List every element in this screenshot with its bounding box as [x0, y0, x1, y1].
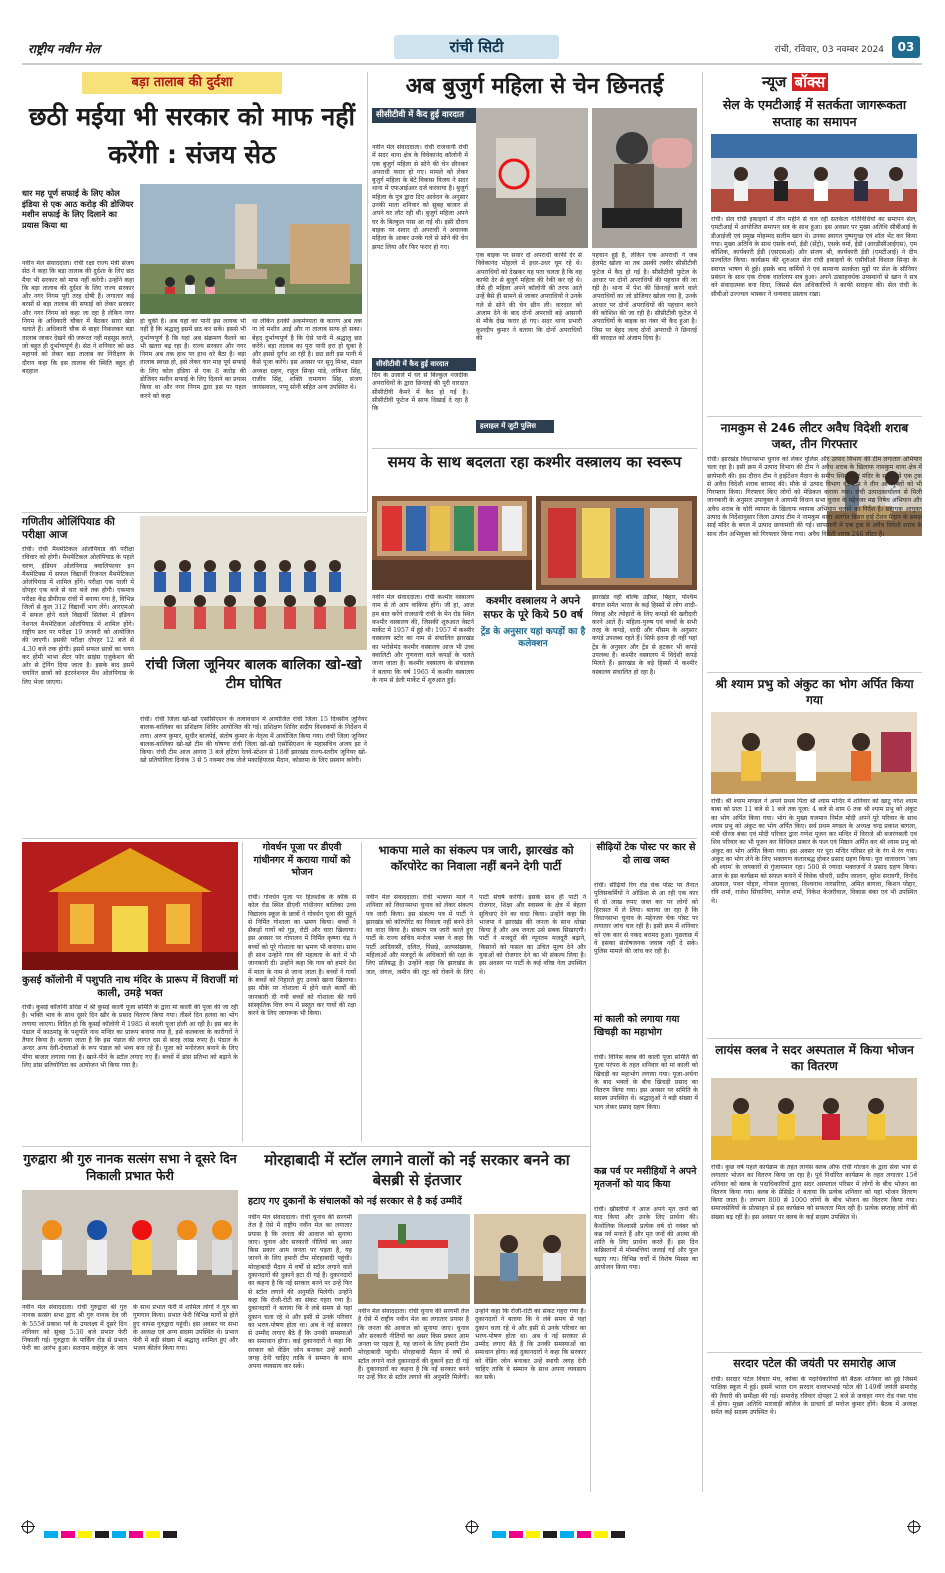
kicker: बड़ा तालाब की दुर्दशा — [131, 75, 233, 90]
body: रांची। सेल रांची इकाइयों में तीन महीने से चल रही सतर्कता गतिविधियों का समापन सेल, एमटीआई में आयोजित समापन सत्र के साथ हुआ। इस अवसर पर मुख्य अतिथि सीबीआई के डीआईजी एवं प्रमुख मोहम्मद सलीम खान थे। उनका स्वागत पुष्पगुच्छ एवं शॉल भेंट कर किया गया। मुख्य अतिथि के साथ एसके वर्मा, ईडी (सेंट्रो), एसके वर्मा, ईडी (आरडीसीआईएस), एम कौशिक, कार्यकारी ईडी (एसएसओ) और संजय श्री, कार्यकारी ईडी (एमटीआई) ने दीप प्रज्वलित किया। कार्यक्रम की शुरुआत सेल रांची इकाइयों के एसीवीओ विशाल सिन्हा के स्वागत भाषण से हुई। इसके बाद कर्मियों ने एवं सामान्य सतर्कता मुद्दों पर सेल के सीनियर प्रबंधन के साथ एक रोचक वार्तालाप सत्र हुआ। अपने उत्साहवर्धक उपस्थानों से खान ने सत्र को संवादात्मक बना दिया, जिससे सेल अधिकारियों ने काफी सराहना की। सेल रांची के सीवीओ उज्ज्वल भास्कर ने धन्यवाद प्रस्ताव रखा। — [711, 216, 917, 298]
color-swatch — [577, 1531, 591, 1538]
headline: सेल के एमटीआई में सतर्कता जागरूकता सप्ताह का समापन — [722, 97, 907, 129]
newsbox-label-1: न्यूज — [762, 73, 787, 91]
paper-name: राष्ट्रीय नवीन मेल — [28, 42, 100, 56]
deck: हटाए गए दुकानों के संचालकों को नई सरकार से है कई उम्मीदें — [248, 1196, 462, 1207]
pandal-photo — [22, 842, 238, 970]
vendor-illustration — [474, 1214, 586, 1304]
headline: गोवर्धन पूजा पर डीएवी गांधीनगर में कराया गायों को भोजन — [253, 842, 351, 878]
story-gurudwara — [22, 1150, 238, 1492]
body-col-1: नवीन मेल संवाददाता। रांची कश्मीर वस्त्रालय नाम से तो आप वाकिफ होंगे। जी हां, आज हम बात करेंगे राजधानी रांची के मेन रोड स्थित कश्मीर वस्त्रालय की, जिसकी शुरुआत वेस्टर्न मार्केट में 1957 में हुई थी। 1957 में कश्मीर वस्त्रालय स्टोर का नाम से संचालित झारखंड का भरोसेमंद कश्मीर वस्त्रालय आज भी उच्च क्वालिटी और गुणवत्ता वाले कपड़ों के चलते जाना जाता है। कश्मीर वस्त्रालय के संचालक ने बताया कि वर्ष 1965 में कश्मीर वस्त्रालय के नाम से डेली मार्केट में शुरुआत हुई। — [372, 594, 474, 684]
headline: अब बुजुर्ग महिला से चेन छिनतई — [405, 74, 664, 99]
registration-mark-center — [466, 1521, 478, 1533]
cctv-tag: सीसीटीवी में कैद हुई वारदात — [372, 108, 476, 123]
store-photo-2 — [536, 496, 697, 590]
story-kusai-colony — [22, 842, 238, 1142]
color-swatch — [594, 1531, 608, 1538]
registration-mark-left — [22, 1521, 34, 1533]
page-number-badge — [892, 36, 920, 58]
section-banner — [394, 35, 559, 59]
headline: लायंस क्लब ने सदर अस्पताल में किया भोजन का वितरण — [715, 1043, 914, 1073]
color-swatch — [44, 1531, 58, 1538]
body-col-1: नवीन मेल संवाददाता। रांची राजधानी रांची में सदर थाना क्षेत्र के विवेकानंद कॉलोनी में एक बुजुर्ग महिला से सोने की चेन छीनकर अपराधी फरार हो गए। मामले को लेकर बुजुर्ग महिला के बेटे विकास विजय ने सदर थाना में एफआईआर दर्ज करवाया है। बुजुर्ग महिला के पुत्र द्वारा दिए आवेदन के अनुसार उनकी माता शनिवार को सुबह बाजार से अपने घर लौट रही थी। बुजुर्ग महिला अपने घर के बिल्कुल पास आ गई थी। इसी दौरान बाइक पर सवार दो अपराधी ने अचानक महिला के आकर उनके गले से सोने की चेन झपट लिया और फिर फरार हो गए। — [372, 144, 468, 251]
story-lions-club — [707, 1042, 922, 1348]
color-swatch — [611, 1531, 625, 1538]
story-sardar-patel — [707, 1356, 922, 1492]
body-col-1: नवीन मेल संवाददाता। रांची चुनाव की सरगर्मी तेज है ऐसे में राष्ट्रीय नवीन मेल का लगातार प्रयास है कि जनता की आवाज को सुनाया जाए। चुनाव और सरकारी नीतियों का असर किस प्रकार आम जनता पर पड़ता है, यह जानने के लिए हमारी टीम मोरहाबादी पहुंची। मोरहाबादी मैदान में वर्षों से स्टॉल लगाने वाले दुकानदारों की दुकानें हटा दी गई हैं। दुकानदारों का कहना है कि नई सरकार बनने पर उन्हें फिर से स्टॉल लगाने की अनुमति मिलेगी। उन्होंने कहा कि रोजी-रोटी का संकट गहरा गया है। दुकानदारों ने बताया कि वे लंबे समय से यहां दुकान चला रहे थे और इसी से उनके परिवार का भरण-पोषण होता था। अब वे नई सरकार से उम्मीद लगाए बैठे हैं कि उनकी समस्याओं का समाधान होगा। कई दुकानदारों ने कहा कि सरकार को वेंडिंग जोन बनाकर उन्हें स्थायी जगह देनी चाहिए ताकि वे सम्मान के साथ अपना व्यवसाय कर सकें। — [248, 1214, 352, 1371]
pandal-illustration — [22, 842, 238, 970]
body: रांची। रांची मैथमेटिकल ओलंपियाड की परीक्षा रविवार को होगी। मैथमेटिकल ओलंपियाड के पहले चरण, इंडियन ओलंपियाड क्वालिफायर इन मैथमेटिक्स में सफल विद्यार्थी रिजनल मैथमेटिकल ओलंपियाड में शामिल होंगे। परीक्षा एक पाली में दोपहर एक बजे से चार बजे तक होगी। एकमात्र परीक्षा केंद्र डीपीएस रांची में बनाया गया है, विभिन्न जिलों से कुल 312 विद्यार्थी भाग लेंगे। आरएमओ में सफल होने वाले विद्यार्थी सितंबर में इंडियन नेशनल मैथमेटिकल ओलंपियाड में शामिल होंगे। राष्ट्रीय स्तर पर परीक्षा 19 जनवरी को आयोजित की जाएगी। इसकी परीक्षा दोपहर 12 बजे से 4.30 बजे तक होगी। इसमें सफल छात्रों का चयन कर होमी भाभा सेंटर फॉर साइंस एजुकेशन की ओर से ट्रेनिंग दिया जाता है। इसके बाद इसमें चयनित छात्रों को इंटरनेशनल मैथ ओलंपियाड के लिए भेजा जाएगा। — [22, 546, 134, 686]
store-photo-1 — [372, 496, 532, 590]
monument-illustration — [140, 184, 362, 314]
quote: कश्मीर वस्त्रालय ने अपने सफर के पूरे किये 50 वर्ष — [483, 595, 583, 621]
story-shyam-prabhu — [707, 676, 922, 1036]
story-liquor-seizure — [707, 420, 922, 670]
story-chain-snatching — [372, 72, 697, 447]
stall-photo-1 — [358, 1214, 470, 1304]
story-kali-khichdi — [594, 1014, 698, 1164]
headline: मोरहाबादी में स्टॉल लगाने वालों को नई सरकार बनने का बेसब्री से इंतजार — [264, 1151, 570, 1189]
event-photo — [711, 134, 917, 212]
story-checkpost-cash — [594, 842, 698, 1012]
story-cpiml-manifesto — [366, 842, 586, 1142]
kho-kho-body: रांची। रांची जिला खो-खो एसोसिएशन के तत्वावधान में आयोजित रांची जिला 15 दिवसीय जूनियर बालक-बालिका का प्रशिक्षण शिविर आयोजित की गई। प्रशिक्षण शिविर सदीप विश्वकर्मा के निर्देशन में लगा। अरुण कुमार, सुधीर बाजपेई, संतोष कुमार के नेतृत्व में आयोजित किया गया। रांची जिला जूनियर बालक-बालिका खो-खो टीम की घोषणा रांची जिला खो-खो एसोसिएशन के महासचिव अजय झा ने किया। रांची टीम आज आगरा 3 बजे हटिया रेलवे-स्टेशन से 18वीं झारखंड राज्य-स्तरीय जूनियर खो-खो प्रतियोगिता दिनांक 3 से 5 नवम्बर तक जेजे मकाहियारस मैदान, कोडरमा के लिए प्रस्थान करेगी। — [140, 716, 367, 765]
page-number: 03 — [897, 40, 915, 54]
headline: सीढ़ियों टेक पोस्ट पर कार से दो लाख जब्त — [596, 842, 696, 866]
color-swatch — [492, 1531, 506, 1538]
store-interior-illustration — [372, 496, 532, 590]
headline: मां काली को लगाया गया खिचड़ी का महाभोग — [594, 1014, 680, 1038]
color-swatch — [129, 1531, 143, 1538]
color-swatch — [78, 1531, 92, 1538]
headline: समय के साथ बदलता रहा कश्मीर वस्त्रालय का स्वरूप — [387, 453, 682, 471]
color-swatch — [95, 1531, 109, 1538]
news-box — [707, 72, 922, 412]
color-swatch — [509, 1531, 523, 1538]
headline: कब्र पर्व पर मसीहियों ने अपने मृतजनों को याद किया — [594, 1166, 697, 1190]
color-swatch — [560, 1531, 574, 1538]
suspect-illustration — [592, 108, 697, 248]
temple-photo — [711, 712, 917, 794]
story-kashmir-vastralaya — [372, 452, 697, 832]
monument-photo — [140, 184, 362, 314]
cctv-photo-1 — [476, 108, 588, 248]
quote-box — [480, 594, 586, 690]
body-col-2: एक बाइक पर सवार दो अपराधी काफी देर से विवेकानंद मोहल्ले में इधर-उधर घूम रहे थे। अपराधियों को देखकर यह पता चलता है कि वह काफी देर से बुजुर्ग महिला की रेकी कर रहे थे। जैसे ही महिला अपने कॉलोनी की तरफ आते उन्हें बैसे ही सामने से जाकर अपराधियों ने उनके गले से सोने की चेन छीन ली। वारदात को अंजाम देने के बाद दोनों अपराधी बड़े आसानी से मौके देख फरार हो गए। सदर थाना प्रभारी कुलदीप कुमार ने बताया कि दोनों अपराधियों की — [476, 252, 582, 342]
masthead — [22, 33, 922, 65]
story-govardhan-puja — [248, 842, 356, 1142]
body: रांची। विनिंस क्लब की काली पूजा समिति की पूजा परंपरा के तहत शनिवार को मां काली को खिचड़ी का महाभोग लगाया गया। पूजा-अर्चना के बाद भक्तों के बीच खिचड़ी प्रसाद का वितरण किया गया। इस अवसर पर समिति के सदस्य उपस्थित थे। श्रद्धालुओं ने बड़ी संख्या में भाग लेकर प्रसाद ग्रहण किया। — [594, 1054, 698, 1111]
body-col-2: झारखंड नहीं बल्कि उड़ीसा, बिहार, पश्चिम बंगाल समेत भारत के कई हिस्सों से लोग शादी-विवाह और त्योहारों के लिए कपड़ों की खरीदारी करने आते हैं। महिला-पुरुष एवं बच्चों के सभी तरह के कपड़े, शादी और मौसम के अनुसार कपड़े उपलब्ध रहते हैं। सिर्फ इतना ही नहीं यहां ट्रेंड के अनुसार और ट्रेंड से हटकर भी कपड़े उपलब्ध हैं। कश्मीर वस्त्रालय में विदेशी कपड़े मिलते हैं। झारखंड के बड़े हिस्सों में कश्मीर वस्त्रालय संचालित हो रहा है। — [592, 594, 697, 676]
color-strip-left — [44, 1523, 180, 1542]
food-distribution-illustration — [711, 1078, 917, 1160]
team-photo — [140, 516, 367, 650]
headline: सरदार पटेल की जयंती पर समारोह आज — [733, 1357, 896, 1370]
color-swatch — [543, 1531, 557, 1538]
color-swatch — [61, 1531, 75, 1538]
police-tag: हलाहल में जुटी पुलिस — [476, 420, 554, 433]
headline: नामकुम से 246 लीटर अवैध विदेशी शराब जब्त, तीन गिरफ्तार — [720, 421, 909, 451]
body: नवीन मेल संवाददाता। रांची भाकपा माले ने शनिवार को विधानसभा चुनाव को लेकर संकल्प पत्र जारी किया। इस संकल्प पत्र में पार्टी ने झारखंड को कॉरपोरेट का निवाला नहीं बनने देने का वादा किया है। संकल्प पत्र जारी करते हुए पार्टी के राज्य सचिव मनोज भक्त ने कहा कि पार्टी आदिवासी, दलित, पिछड़े, अल्पसंख्यक, महिलाओं और मजदूरों के अधिकारों की रक्षा के लिए प्रतिबद्ध है। उन्होंने कहा कि झारखंड के जल, जंगल, जमीन की लूट को रोकने के लिए पार्टी संघर्ष करेगी। इसके साथ ही पार्टी ने रोजगार, शिक्षा और स्वास्थ्य के क्षेत्र में बेहतर सुविधाएं देने का वादा किया। उन्होंने कहा कि भाजपा ने झारखंड की जनता के साथ धोखा किया है और अब जनता उसे सबक सिखाएगी। पार्टी ने मजदूरों की न्यूनतम मजदूरी बढ़ाने, किसानों को फसल का उचित मूल्य देने और युवाओं को रोजगार देने का भी संकल्प लिया है। इस अवसर पर पार्टी के कई वरिष्ठ नेता उपस्थित थे। — [366, 894, 586, 976]
body-col-2: हो चुकी है। अब यहां का पानी इस लायक भी नहीं है कि श्रद्धालु इसमें छठ कर सकें। इससे भी दुर्भाग्यपूर्ण है कि यहां अब संक्रमण फैलने का भी खतरा बढ़ रहा है। राज्य सरकार और नगर निगम अब तक हाथ पर हाथ धरे बैठा है। बड़ा तालाब स्वच्छ हो, इसे लेकर चार माह पूर्व सफाई के लिए कोल इंडिया से एक 8 करोड़ की डोजियर मशीन सफाई के लिए दिलाने का प्रयास किया था और नगर निगम द्वारा इस पर पहल करने को कहा — [140, 318, 246, 400]
registration-mark-right — [908, 1521, 920, 1533]
deck: धार मह पूर्ण सफाई के लिए कोल इंडिया से एक आठ करोड़ की डोजियर मशीन सफाई के लिए दिलाने का प्रयास किया था — [22, 188, 134, 230]
headline: श्री श्याम प्रभु को अंकुट का भोग अर्पित किया गया — [715, 677, 914, 707]
morhabadi-body-cont: नवीन मेल संवाददाता। रांची चुनाव की सरगर्मी तेज है ऐसे में राष्ट्रीय नवीन मेल का लगातार प्रयास है कि जनता की आवाज को सुनाया जाए। चुनाव और सरकारी नीतियों का असर किस प्रकार आम जनता पर पड़ता है, यह जानने के लिए हमारी टीम मोरहाबादी पहुंची। मोरहाबादी मैदान में वर्षों से स्टॉल लगाने वाले दुकानदारों की दुकानें हटा दी गई हैं। दुकानदारों का कहना है कि नई सरकार बनने पर उन्हें फिर से स्टॉल लगाने की अनुमति मिलेगी। उन्होंने कहा कि रोजी-रोटी का संकट गहरा गया है। दुकानदारों ने बताया कि वे लंबे समय से यहां दुकान चला रहे थे और इसी से उनके परिवार का भरण-पोषण होता था। अब वे नई सरकार से उम्मीद लगाए बैठे हैं कि उनकी समस्याओं का समाधान होगा। कई दुकानदारों ने कहा कि सरकार को वेंडिंग जोन बनाकर उन्हें स्थायी जगह देनी चाहिए ताकि वे सम्मान के साथ अपना व्यवसाय कर सकें। — [358, 1308, 586, 1382]
body: रांची। झारखंड विधानसभा चुनाव को लेकर पुलिस और उत्पाद विभाग की टीम लगातार अभियान चला रहा है। इसी क्रम में उत्पाद विभाग की टीम ने अवैध शराब के खिलाफ नामकुम थाना क्षेत्र में छापेमारी की। इस दौरान टीम ने हाईटेंशन मैदान के समीप स्थित सहर मंदिर के समीप से एक ट्रक से अवैध विदेशी शराब बरामद की। मौके से उत्पाद विभाग की टीम ने तीन अभियुक्तों को भी गिरफ्तार किया। गिरफ्तार किए लोगों को मेडिकल कराया गया। रांची उत्पादकार्यालय से मिली जानकारी के अनुसार उपायुक्त ने आगामी विधान सभा चुनाव के मद्देनजर मद्य निषेध अभियान और अवैध शराब के चोरी व्यापार के खिलाफ व्यापक अभियान चलाने का निर्देश है। सहायक आयुक्त उत्पाद के निर्देशानुसार जिला उत्पाद टीम ने नामकुम थाना अंतर्गत विद्यत हाई टेंशन मैदान के समक्ष साईं मंदिर के बगल में उत्पाद छापामारी की गई। छापामारी में एक ट्रक से अवैध विदेशी शराब के साथ तीन अभियुक्त को गिरफ्तार किया गया। अवैध विदेशी शराब 246 लीटर है। — [707, 456, 922, 538]
body: रांची। ख्रीस्तीयों ने आज अपने मृत जनों को याद किया और उनके लिए प्रार्थना की। कैथोलिक विश्वासी प्रत्येक वर्ष दो नवंबर को कब्र पर्व मनाते हैं और मृत जनों की आत्मा की शांति के लिए प्रार्थना करते हैं। इस दिन कब्रिस्तानों में मोमबत्तियां जलाई गईं और फूल चढ़ाए गए। विभिन्न चर्चों में विशेष मिस्सा का आयोजन किया गया। — [594, 1206, 698, 1272]
food-distribution-photo — [711, 1078, 917, 1160]
dateline: रांची, रविवार, 03 नवम्बर 2024 — [774, 45, 884, 55]
store-shelves-illustration — [536, 496, 697, 590]
headline: गणितीय ओलिंपियाड की परीक्षा आज — [22, 516, 115, 541]
team-group-illustration — [140, 516, 367, 650]
body-col-3: पहचान हुई है, लेकिन एक अपराधी ने जब हेलमेट खोला था तब उसकी तस्वीर सीसीटीवी फुटेज में कैद हो गई है। सीसीटीवी फुटेज के आधार पर दोनों अपराधियों की पहचान की जा रही है। थाना में पेश की छिनतई करने वाले अपराधियों का जो डोजियर खोला गया है, उनके आधार पर दोनों अपराधियों की पहचान करने की कोशिश की जा रही है। सीसीटीवी फुटेज में अपराधियों के बाइक का नंबर भी कैद हुआ है। जिस पर बेहद जल्द दोनों अपराधी ने छिनतई की वारदात को अंजाम दिया है। — [592, 252, 697, 342]
color-strip-right — [492, 1523, 628, 1542]
procession-photo — [22, 1190, 238, 1300]
headline: कुसई कॉलोनी में पशुपति नाथ मंदिर के प्रारूप में विराजीं मां काली, उमड़े भक्त — [22, 975, 238, 999]
body-col-1b: दिन के उजाले में घर से बिल्कुल नजदीक अपराधियों के द्वारा छिनतई की पूरी वारदात सीसीटीवी कैमरे में कैद हो गई है। सीसीटीवी फुटेज में साफ दिखाई दे रहा है कि — [372, 372, 468, 413]
body: नवीन मेल संवाददाता। रांची गुरुद्वारा श्री गुरु नानक सत्संग सभा द्वारा श्री गुरु नानक देव जी के 555वें प्रकाश पर्व के उपलक्ष्य में दूसरे दिन शनिवार को सुबह 5:30 बजे प्रभात फेरी निकाली गई। गुरुद्वारा के पार्किंग रोड से प्रभात फेरी का आरंभ हुआ। सतनाम वाहेगुरु के जाप के साथ प्रभात फेरी में शामिल लोगों ने गुरु का गुणगान किया। प्रभात फेरी विभिन्न मार्गों से होते हुए वापस गुरुद्वारा पहुंची। इस अवसर पर सभा के अध्यक्ष एवं अन्य सदस्य उपस्थित थे। प्रभात फेरी में बड़ी संख्या में श्रद्धालु शामिल हुए और भजन कीर्तन किया गया। — [22, 1304, 238, 1353]
story-all-souls-day — [594, 1166, 698, 1492]
color-swatch — [163, 1531, 177, 1538]
body: रांची। गोवर्धन पूजा पर हिलशोक के कॉके से कोल रोड स्थित डीएवी गांधीनगर बालिका उच्च विद्यालय स्कूल के छात्रों ने गोवर्धन पूजा की मुहूर्त से निर्मित गोशाला का भ्रमण किया। बच्चों ने सैकड़ों गायों को गुड़, रोटी और चारा खिलाया। इस अवसर पर गोपालन में निर्मित कृष्णा चंद्र ने बच्चों को पूरे गोशाला का भ्रमण भी कराया। साथ ही साथ उन्होंने गाय की महत्वता के बारे में भी जानकारी दी। उन्होंने कहा कि गाय को हमारे देश में माता के नाम से जाना जाता है। बच्चों ने गायों के बच्चों को निहारते हुए उनको खाना खिलाया। इस मौके पर गोशाला में होने वाले कार्यों की जानकारी दी गयी बच्चों को गोशाला की गायें सांस्कृतिक वित्त रूप में प्रस्तुत कर गायों की रक्षा करने के लिए जागरूक भी किया। — [248, 894, 356, 1018]
color-swatch — [112, 1531, 126, 1538]
body: रांची। श्री श्याम मण्डल ने अपने प्रथम पिता श्री श्याम मन्दिर में शनिवार को खाटू नरेश श्याम बाबा को प्रातः 11 बजे से 1 बजे तक पूजा: 4 बजे से शाम 6 तक श्री श्याम प्रभु को अंकुट का भोग अर्पित किया गया। भोग के मुख्य यजमान निर्मल मोदी अपने पूरे परिवार के साथ श्याम प्रभु को अंकुट का भोग अर्पित किए। सर्व प्रथम मण्डल के अध्यक्ष चन्द्र प्रकाश बागला, मंत्री धीरज बंका एवं मोदी परिवार द्वारा गणेश पूजन कर मन्दिर में विराजे श्री बजरंगबली एवं शिव परिवार का भी पूजन कर विधिवत प्रकार के फल एवं मिष्ठान अर्पित कर श्री श्याम प्रभु को अंकुट का भोग अर्पित किया गया। इस अवसर पर पूरा मन्दिर परिसर हरे के रंग में रंग गया। अंकुट का भोग लेने के लिए भक्तगण कतारबद्ध होकर प्रसाद ग्रहण किया। पूरा वातावरण 'जय श्री श्याम' के जयकारों से गुंजायमान रहा। 500 से ज्यादा भक्तजनों ने प्रसाद ग्रहण किया। आज के इस कार्यक्रम को सफल बनाने में विवेक चौधरी, प्रदीप जालान, सुरेश सरावगी, विनोद अग्रवाल, पवन पोद्दार, गोपाल मुरारका, विश्वनाथ नारसरिया, अमित बागला, किशन पोद्दार, रवि शर्मा, राजेश सिंघानिया, मनोज शर्मा, निकेश केजरीवाल, विकास बंका एवं भी उपस्थित थे। — [711, 798, 917, 905]
cctv-tag-2: सीसीटीवी में कैद हुई वारदात — [372, 358, 476, 371]
print-registration-bar — [22, 1520, 922, 1534]
body: रांची। कुछ वर्ष पहले कार्यक्रम के तहत लायंस क्लब ऑफ रांची गोल्डन के द्वारा सेवा भाव से लगातार भोजन का वितरण किया जा रहा है। पूर्व निर्धारित कार्यक्रम के तहत लगातार 15वें शनिवार को क्लब के पदाधिकारियों द्वारा सदर अस्पताल परिसर में लोगों के बीच भोजन का वितरण किया गया। क्लब के प्रेसिडेंट ने बताया कि प्रत्येक शनिवार को यहां भोजन वितरण किया जाता है। लगभग 800 से 1000 लोगों के बीच भोजन का वितरण किया गया। समाजसेवियों के प्रोत्साहन से इस कार्यक्रम को सफलता मिल रही है। प्रत्येक सप्ताह लोगों की संख्या बढ़ रही है। इस अवसर पर क्लब के कई सदस्य उपस्थित थे। — [711, 1164, 917, 1221]
story-bada-talab — [22, 72, 362, 510]
quote-2: ट्रेंड के अनुसार यहां कपड़ों का है कलेक्शन — [480, 627, 586, 649]
color-swatch — [526, 1531, 540, 1538]
section-title: रांची सिटी — [449, 38, 504, 56]
headline: भाकपा माले का संकल्प पत्र जारी, झारखंड को कॉरपोरेट का निवाला नहीं बनने देगी पार्टी — [378, 843, 574, 873]
procession-illustration — [22, 1190, 238, 1300]
body: रांची। कुसई कॉलोनी डोरंडा में श्री कुसई काली पूजा समिति के द्वारा मां काली की पूजा की जा रही है। भक्ति भाव के साथ दूसरे दिन खीर के प्रसाद वितरण किया गया। तीसरे दिन हलवा का भोग लगाया जाएगा। विदित हो कि कुसई कॉलोनी में 1985 से काली पूजा होती आ रही है। इस बार के पंडाल में काठमांडू के पशुपति नाथ मन्दिर का प्रारूप बनाया गया है, इसे कलकत्ता के कारीगरों ने तैयार किया है। बताया जाता है कि इस पंडाल की लागत दस से बारह लाख रुपए है। पंडाल के अन्दर अन्य देवी-देवताओं के रूप पंडाल को भव्य बना रहे हैं। पूजा को मनोरंजन बनाने के लिए मीना बाजार लगाया गया है। खाने-पीने के स्टॉल लगाए गए हैं। बच्चों में डांस प्रतिभा को बढ़ाने के लिए डांस प्रतियोगिता का आयोजन भी किया गया है। — [22, 1004, 238, 1070]
story-olympiad — [22, 516, 134, 834]
headline: रांची जिला जूनियर बालक बालिका खो-खो टीम घोषित — [145, 657, 362, 692]
color-swatch — [146, 1531, 160, 1538]
newsbox-label — [762, 72, 828, 92]
body-col-3: था लेकिन इनकी अकर्मण्यता के कारण अब तक ना तो मशीन आई और ना तालाब साफ हो सका। बेहद दुर्भाग्यपूर्ण है कि ऐसे पानी में श्रद्धालु छठ करेंगे। बड़ा तालाब का पूरा पानी हरा हो चुका है और इससे दुर्गंध आ रही है। छठ व्रती इस पानी में कैसे पूजा करेंगे। इस अवसर पर सुनू मिश्रा, मंडल अध्यक्ष ग्रहण, राहुल सिन्हा पांडे, लकिशा सिंह, राजीव सिंह, शक्ति रामायण सिंह, संजय जायसवाल, पप्पू सोनी सहित अन्य उपस्थित थे। — [252, 318, 362, 392]
cctv-photo-2 — [592, 108, 697, 248]
body-col-1: नवीन मेल संवाददाता। रांची रक्षा राज्य मंत्री संजय सेठ ने कहा कि बड़ा तालाब की दुर्दशा के लिए छठ मैया भी सरकार को माफ नहीं करेंगी। उन्होंने कहा कि बड़ा तालाब की दुर्दशा के लिए राज्य सरकार और नगर निगम पूरी तरह दोषी हैं। लगातार कई बरसों से बड़ा तालाब की सफाई को लेकर सरकार और नगर निगम को कहा जा रहा है लेकिन नगर निगम के अधिकारी चौकर में बैठकर सारा खेल चलाते हैं। अधिकारी चौक से बाहर निकलकर बड़ा तालाब जाकर देखने की जरूरत नहीं महसूस करते, जो बहुत ही दुर्भाग्यपूर्ण है। सेठ ने शनिवार को छठ महापर्व को लेकर बड़ा तालाब का निरीक्षण के दौरान कहा कि इस तालाब की स्थिति बहुत ही बदहाल — [22, 260, 134, 375]
dignitaries-illustration — [711, 134, 917, 212]
headline: छठी मईया भी सरकार को माफ नहीं करेंगी : संजय सेठ — [28, 102, 356, 169]
newsbox-label-2: बॉक्स — [792, 73, 829, 91]
stall-illustration — [358, 1214, 470, 1304]
kicker-banner — [82, 72, 282, 94]
headline: गुरुद्वारा श्री गुरु नानक सत्संग सभा ने दूसरे दिन निकाली प्रभात फेरी — [23, 1151, 237, 1183]
body: रांची। सरदार पटेल विचार मंच, कोंका के पदाधिकारियों की बैठक शनिवार को हुई जिसमें पाक्षिक स्कूल में हुई। इसमें भारत रत्न सरदार वल्लभभाई पटेल की 149वीं जयंती समारोह की तैयारी की समीक्षा की गई। समारोह रविवार दोपहर 2 बजे से जवाहर नगर रोड नंबर पांच में होगा। मुख्य अतिथि मारवाड़ी कॉलेज के प्राचार्य डॉ मनोज कुमार होंगे। बैठक में अध्यक्ष समेत कई सदस्य उपस्थित थे। — [711, 1376, 917, 1417]
body: रांची। सीढ़ियों रिंग रोड चेक पोस्ट पर तैनात पुलिसकर्मियों ने ओडिशा से आ रही एक कार से दो लाख रुपए जब्त कर पर लोगों को हिरासत में ले लिया। बताया जा रहा है कि विधानसभा चुनाव के मद्देनजर चेक पोस्ट पर लगातार जांच चल रही है। इसी क्रम में शनिवार को एक कार से नकद बरामद हुआ। पूछताछ में वे इसका संतोषजनक जवाब नहीं दे सके। पुलिस मामले की जांच कर रही है। — [594, 882, 698, 956]
stall-photo-2 — [474, 1214, 586, 1304]
devotees-illustration — [711, 712, 917, 794]
cctv-still-illustration — [476, 108, 588, 248]
